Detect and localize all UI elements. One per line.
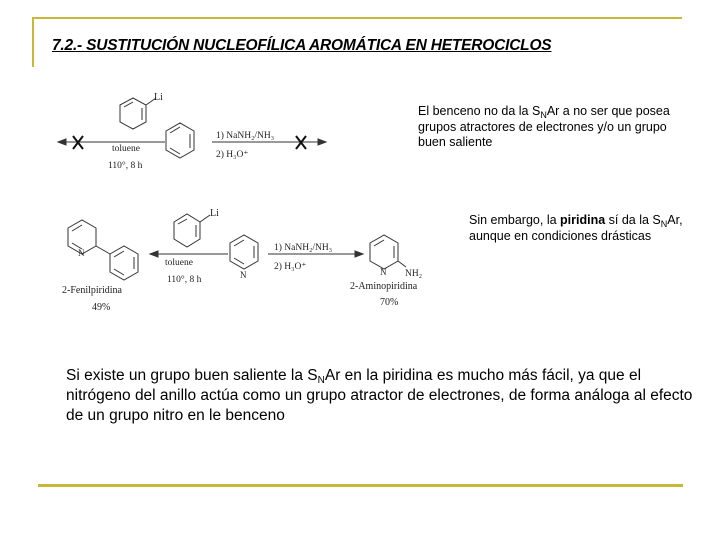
2-aminopyridine-structure [370,235,406,269]
scheme1-cond1-line1: toluene [112,144,140,154]
body-paragraph: Si existe un grupo buen saliente la $S_NAr$ en la piridina es mucho más fácil, ya que el nitrógeno del anillo actúa como un grupo atractor de electrones, de forma análoga al efecto de un grupo nitro en le benceno [66,367,693,424]
scheme1-cond2-line2: 2) H₃O⁺ [216,150,249,160]
bottom-rule [38,484,683,487]
pyridine-note: Sin embargo, la piridina sí da la $S_NAr$, aunque en condiciones drásticas [469,213,683,243]
nh2-label: NH₂ [405,269,423,279]
phenyllithium-structure-2 [174,214,210,247]
scheme2-cond2-line1: 1) NaNH₂/NH₃ [274,243,333,253]
li-label-2: Li [210,208,219,219]
benzene-structure [166,123,194,158]
scheme1-cond2-line1: 1) NaNH₂/NH₃ [216,131,275,141]
product-right-name: 2-Aminopiridina [350,281,418,292]
phenyllithium-structure-1 [120,98,156,129]
pyridine-structure [230,235,258,269]
n-label-left: N [78,248,85,258]
product-right-yield: 70% [380,297,399,308]
scheme2-cond1-line1: toluene [165,258,193,268]
li-label-1: Li [154,92,163,103]
product-left-yield: 49% [92,302,111,313]
scheme2-cond2-line2: 2) H₃O⁺ [274,262,307,272]
n-label-center: N [240,270,247,280]
page-title: 7.2.- SUSTITUCIÓN NUCLEOFÍLICA AROMÁTICA EN HETEROCICLOS [52,37,552,54]
product-left-name: 2-Fenilpiridina [62,285,122,296]
n-label-right: N [380,267,387,277]
benzene-note: El benceno no da la $S_NAr$ a no ser que posea grupos atractores de electrones y/o un grupo buen saliente [418,104,670,149]
scheme2-cond1-line2: 110°, 8 h [167,275,202,285]
scheme1-cond1-line2: 110°, 8 h [108,161,143,171]
